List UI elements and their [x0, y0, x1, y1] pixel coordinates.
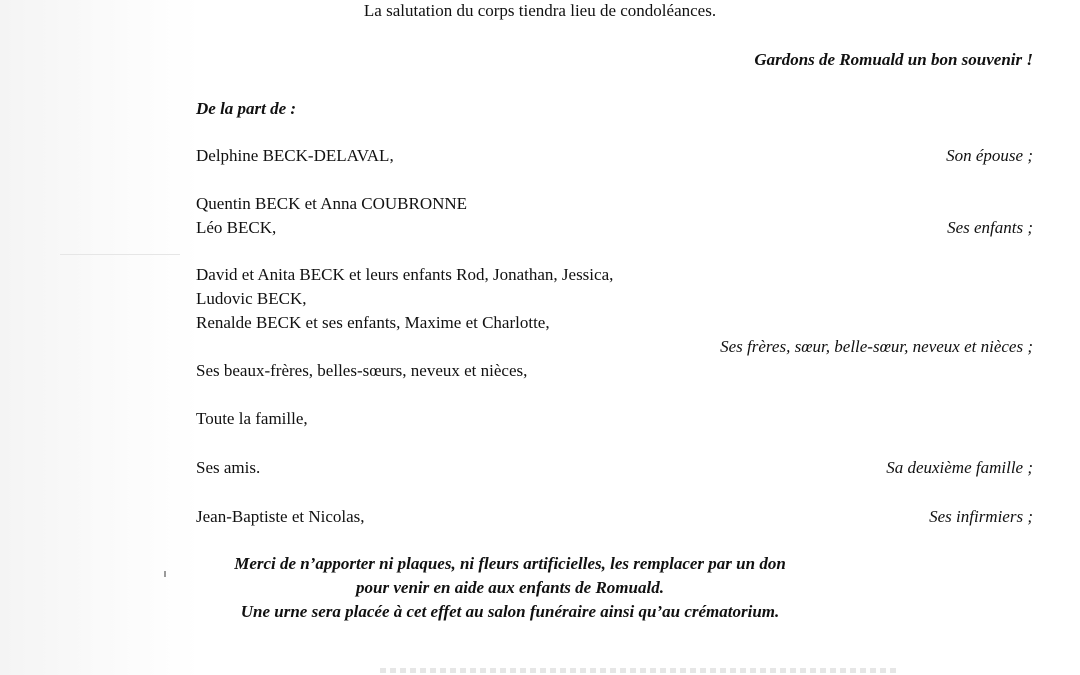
family-member-line: David et Anita BECK et leurs enfants Rod, Jonathan, Jessica, [196, 265, 614, 284]
from-label: De la part de : [196, 99, 297, 118]
family-member-line: Toute la famille, [196, 409, 308, 428]
closing-line: Une urne sera placée à cet effet au salon funéraire ainsi qu’au crématorium. [240, 602, 780, 621]
motto-text: Gardons de Romuald un bon souvenir ! [754, 50, 1033, 69]
family-member-line: Léo BECK, [196, 218, 277, 237]
family-member-line: Delphine BECK-DELAVAL, [196, 146, 394, 165]
relation-label: Ses enfants ; [947, 218, 1033, 237]
family-member-line: Ses beaux-frères, belles-sœurs, neveux et nièces, [196, 361, 528, 380]
closing-line: Merci de n’apporter ni plaques, ni fleurs artificielles, les remplacer par un don [234, 554, 786, 573]
family-member-line: Ludovic BECK, [196, 289, 307, 308]
relation-label: Ses infirmiers ; [929, 507, 1033, 526]
relation-label: Sa deuxième famille ; [886, 458, 1033, 477]
scan-artifact-line [60, 254, 180, 255]
family-member-line: Ses amis. [196, 458, 261, 477]
relation-label: Son épouse ; [946, 146, 1033, 165]
family-member-line: Renalde BECK et ses enfants, Maxime et Charlotte, [196, 313, 550, 332]
relation-label: Ses frères, sœur, belle-sœur, neveux et nièces ; [720, 337, 1033, 356]
family-member-line: Quentin BECK et Anna COUBRONNE [196, 194, 468, 213]
cut-off-text-line [380, 668, 900, 673]
family-member-line: Jean-Baptiste et Nicolas, [196, 507, 365, 526]
salutation-text: La salutation du corps tiendra lieu de condoléances. [363, 1, 717, 20]
closing-line: pour venir en aide aux enfants de Romuald. [356, 578, 664, 597]
